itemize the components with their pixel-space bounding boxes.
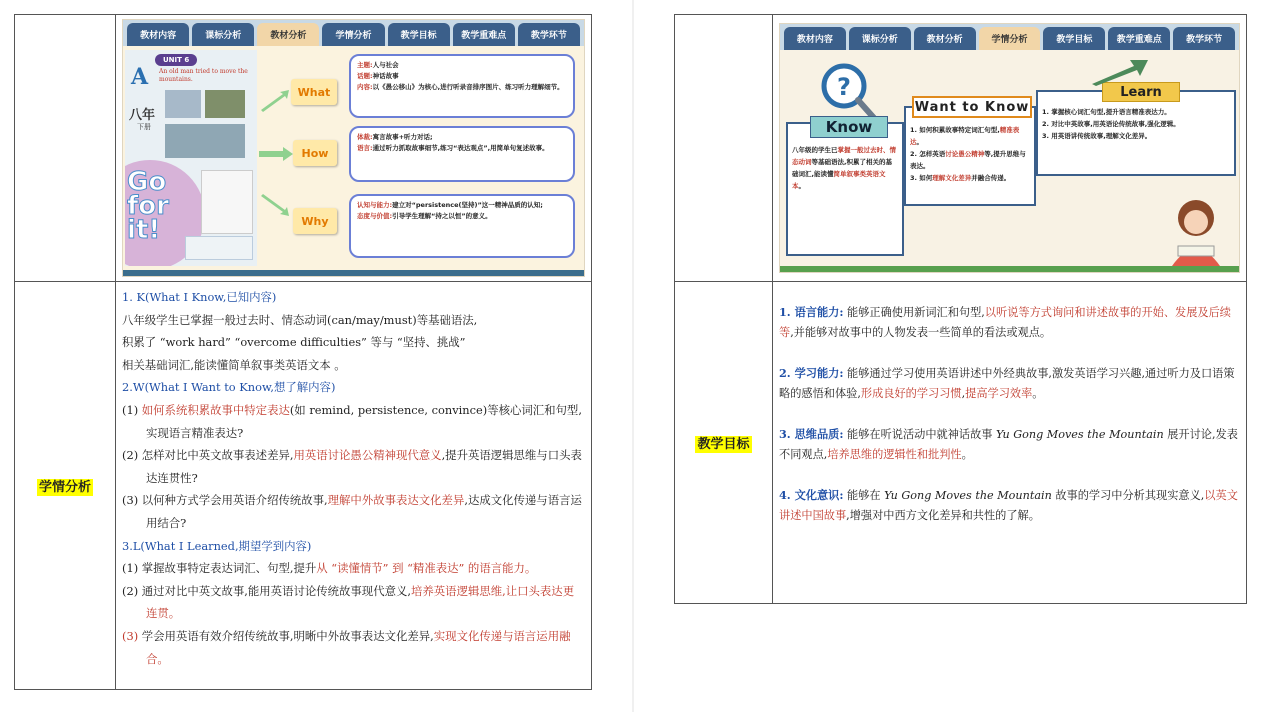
box-key: 话题: [357, 72, 373, 80]
know-highlight: 简单叙事类英语文本 [792, 170, 886, 190]
story-title: Yu Gong Moves the Mountain [884, 489, 1052, 502]
text-line: 2.W(What I Want to Know,想了解内容) [122, 380, 336, 395]
slide-tab: 课标分析 [849, 27, 911, 50]
box-line [357, 211, 567, 222]
know-highlight: 掌握一般过去时、情态动词 [792, 146, 896, 166]
text-line: 积累了 “work hard” “overcome difficulties” 等与 “坚持、挑战” [122, 335, 466, 350]
box-key: 体裁: [357, 133, 373, 141]
box-line [357, 200, 567, 211]
book-title: An old man tried to move the mountains. [159, 68, 248, 83]
goal-text: 能够正确使用新词汇和句型, [843, 306, 985, 319]
book-page-text [185, 236, 253, 260]
slide-tab: 教材内容 [784, 27, 846, 50]
goal-highlight: 提高学习效率 [965, 387, 1033, 400]
why-box [349, 194, 575, 258]
slide-tab: 教学重难点 [1108, 27, 1170, 50]
want-text: 3. 如何 [910, 174, 933, 182]
slide-tab: 课标分析 [192, 23, 254, 46]
know-text-part: 等基础语法,积累了相关的基础词汇,能读懂 [792, 158, 892, 178]
item-highlight: 用英语讨论愚公精神现代意义 [293, 448, 442, 463]
box-line [357, 132, 567, 143]
goal-text: 能够通过学习使用英语讲述中外经典故事,激发英语学习兴趣,通过听力及口语策略的感悟和体验, [779, 367, 1235, 400]
arrow-down-right-icon [259, 192, 291, 218]
list-item [122, 444, 585, 489]
slide-tab: 教学环节 [518, 23, 580, 46]
slide-tab: 教材分析 [257, 23, 319, 46]
svg-text:?: ? [837, 73, 851, 101]
item-number: (1) [122, 402, 142, 417]
slide-tab: 学情分析 [322, 23, 384, 46]
slide-tab: 教学目标 [388, 23, 450, 46]
item-highlight: 如何系统积累故事中特定表达 [141, 402, 290, 417]
go-for-it-logo: Go for it! [127, 167, 169, 245]
list-item [122, 489, 585, 534]
left-empty-cell [15, 15, 116, 282]
item-number: (1) [122, 561, 142, 576]
list-item [122, 625, 585, 670]
box-line [357, 82, 567, 93]
learn-item: 3. 用英语讲传统故事,理解文化差异。 [1042, 132, 1152, 140]
goal-key: 1. 语言能力: [779, 305, 844, 319]
slide-tab: 教学目标 [1043, 27, 1105, 50]
slide-tab: 教学重难点 [453, 23, 515, 46]
box-value: 引导学生理解“持之以恒”的意义。 [392, 212, 492, 220]
box-key: 态度与价值: [357, 212, 393, 220]
box-value: 通过听力抓取故事细节,练习“表达观点”,用简单句复述故事。 [372, 144, 549, 152]
item-number: (2) [122, 583, 142, 598]
left-slide-cell [116, 15, 592, 282]
item-text: ,达成文化传递与语言运用结合? [146, 493, 582, 530]
textbook-image [125, 50, 257, 266]
arrow-up-right-icon [259, 88, 291, 114]
know-label: Know [810, 116, 888, 138]
want-text: 2. 怎样英语 [910, 150, 946, 158]
book-volume: 下册 [137, 123, 151, 131]
know-text [792, 144, 898, 192]
item-number: (3) [122, 493, 142, 508]
want-label: Want to Know [912, 96, 1032, 118]
left-slide [122, 19, 585, 277]
want-text: 。 [916, 138, 923, 146]
right-table [674, 14, 1247, 604]
learn-text [1042, 106, 1232, 142]
book-illustration [165, 90, 201, 118]
know-text-part: 。 [798, 182, 805, 190]
list-item [122, 399, 585, 444]
goal-text: 故事的学习中分析其现实意义, [1051, 489, 1205, 502]
left-table [14, 14, 592, 690]
item-highlight: 理解中外故事表达文化差异 [327, 493, 465, 508]
book-grade: 八年 [129, 108, 156, 123]
box-value: 以《愚公移山》为核心,进行听录音排序图片、练习听力理解细节。 [372, 83, 564, 91]
box-value: 建立对“persistence(坚持)”这一精神品质的认知; [392, 201, 543, 209]
box-line [357, 60, 567, 71]
text-line: 1. K(What I Know,已知内容) [122, 290, 277, 304]
slide-bottom-strip [780, 266, 1239, 272]
goal-paragraph [779, 363, 1240, 404]
row-label: 教学目标 [697, 437, 750, 452]
goal-paragraph [779, 424, 1240, 465]
slide-tab: 教材分析 [914, 27, 976, 50]
item-text: (如 remind, persistence, convince)等核心词汇和句型,实现语言精准表达? [146, 402, 582, 440]
know-text-part: 八年级的学生已 [792, 146, 838, 154]
row-label-cell [15, 282, 116, 690]
item-highlight: 培养英语逻辑思维,让口头表达更连贯。 [146, 583, 575, 621]
book-page-text [201, 170, 253, 234]
item-text: 学会用英语有效介绍传统故事,明晰中外故事表达文化差异, [141, 628, 434, 643]
slide-tab: 教材内容 [127, 23, 189, 46]
goal-highlight: 培养思维的逻辑性和批判性 [827, 448, 962, 461]
want-highlight: 精准表达 [910, 126, 1020, 146]
goal-text: , [961, 387, 966, 400]
goal-highlight: 形成良好的学习习惯 [860, 387, 962, 400]
item-highlight: 从 “读懂情节” 到 “精准表达” 的语言能力。 [316, 561, 537, 576]
row-label-cell [675, 282, 773, 604]
box-value: 神话故事 [372, 72, 399, 80]
box-line [357, 143, 567, 154]
text-line: 3.L(What I Learned,期望学到内容) [122, 538, 312, 553]
student-analysis-text [116, 282, 592, 690]
want-text [910, 124, 1032, 184]
goal-paragraph [779, 302, 1240, 343]
want-highlight: 理解文化差异 [932, 174, 972, 182]
slide-bottom-strip [123, 270, 584, 276]
want-item [910, 172, 1032, 184]
box-line [357, 71, 567, 82]
item-number: (2) [122, 448, 142, 463]
goal-key: 2. 学习能力: [779, 366, 844, 380]
how-label: How [293, 140, 337, 166]
want-item [910, 148, 1032, 172]
item-text: 以何种方式学会用英语介绍传统故事, [141, 493, 328, 508]
goal-highlight: 以听说等方式询问和讲述故事的开始、发展及后续等 [779, 306, 1231, 339]
row-label: 学情分析 [38, 480, 91, 495]
goal-text: 。 [961, 448, 973, 461]
goal-text: 能够在 [843, 489, 885, 502]
text-line: 相关基础词汇,能读懂简单叙事类英语文本 。 [122, 357, 346, 372]
unit-badge: UNIT 6 [155, 54, 197, 66]
want-text: 等,提升思维与表达。 [910, 150, 1026, 170]
right-empty-cell [675, 15, 773, 282]
box-key: 内容: [357, 83, 373, 91]
list-item [122, 557, 585, 580]
learn-item: 2. 对比中英故事,用英语论传统故事,强化逻辑。 [1042, 120, 1180, 128]
arrow-right-icon [259, 147, 293, 161]
goal-paragraph [779, 485, 1240, 526]
section-letter: A [131, 64, 149, 90]
right-slide [779, 23, 1240, 273]
book-illustration [205, 90, 245, 118]
what-box [349, 54, 575, 118]
how-box [349, 126, 575, 182]
slide-tab: 学情分析 [979, 27, 1041, 50]
goal-highlight: 以英文讲述中国故事 [779, 489, 1238, 522]
want-item [910, 124, 1032, 148]
box-key: 语言: [357, 144, 373, 152]
reading-girl-illustration [1160, 192, 1232, 266]
learn-label: Learn [1102, 82, 1180, 102]
learn-item: 1. 掌握核心词汇句型,提升语言精准表达力。 [1042, 108, 1171, 116]
box-value: 人与社会 [372, 61, 399, 69]
slide-tab: 教学环节 [1173, 27, 1235, 50]
item-text: 掌握故事特定表达词汇、句型,提升 [141, 561, 317, 576]
slide-tabs [780, 24, 1239, 50]
book-illustration [165, 124, 245, 158]
right-slide-cell [773, 15, 1247, 282]
item-text: 通过对比中英文故事,能用英语讨论传统故事现代意义, [141, 583, 411, 598]
item-highlight: 实现文化传递与语言运用融合。 [146, 628, 571, 666]
goal-key: 4. 文化意识: [779, 488, 844, 502]
what-label: What [291, 79, 337, 105]
item-number: (3) [122, 628, 142, 643]
story-title: Yu Gong Moves the Mountain [996, 428, 1164, 441]
want-text: 并融合传递。 [971, 174, 1011, 182]
item-text: ,提升英语逻辑思维与口头表达连贯性? [146, 448, 582, 485]
why-label: Why [293, 208, 337, 234]
left-page [0, 0, 632, 712]
goal-text: 展开讨论,发表不同观点, [779, 428, 1238, 461]
right-page [634, 0, 1266, 712]
want-text: 1. 如何积累故事特定词汇句型, [910, 126, 1000, 134]
magnifier-question-icon [816, 60, 878, 122]
goal-text: 能够在听说活动中就神话故事 [843, 428, 997, 441]
list-item [122, 580, 585, 625]
text-line: 八年级学生已掌握一般过去时、情态动词(can/may/must)等基础语法, [122, 312, 478, 327]
up-arrow-icon [1090, 56, 1150, 86]
goal-text: ,增强对中西方文化差异和共性的了解。 [846, 509, 1040, 522]
slide-tabs [123, 20, 584, 46]
item-text: 怎样对比中英文故事表述差异, [141, 448, 294, 463]
goal-text: ,并能够对故事中的人物发表一些简单的看法或观点。 [790, 326, 1052, 339]
want-highlight: 讨论愚公精神 [945, 150, 985, 158]
goal-text: 。 [1032, 387, 1044, 400]
goal-key: 3. 思维品质: [779, 427, 844, 441]
teaching-goals-text [773, 282, 1247, 604]
box-value: 寓言故事+听力对话; [372, 133, 433, 141]
box-key: 主题: [357, 61, 373, 69]
box-key: 认知与能力: [357, 201, 393, 209]
